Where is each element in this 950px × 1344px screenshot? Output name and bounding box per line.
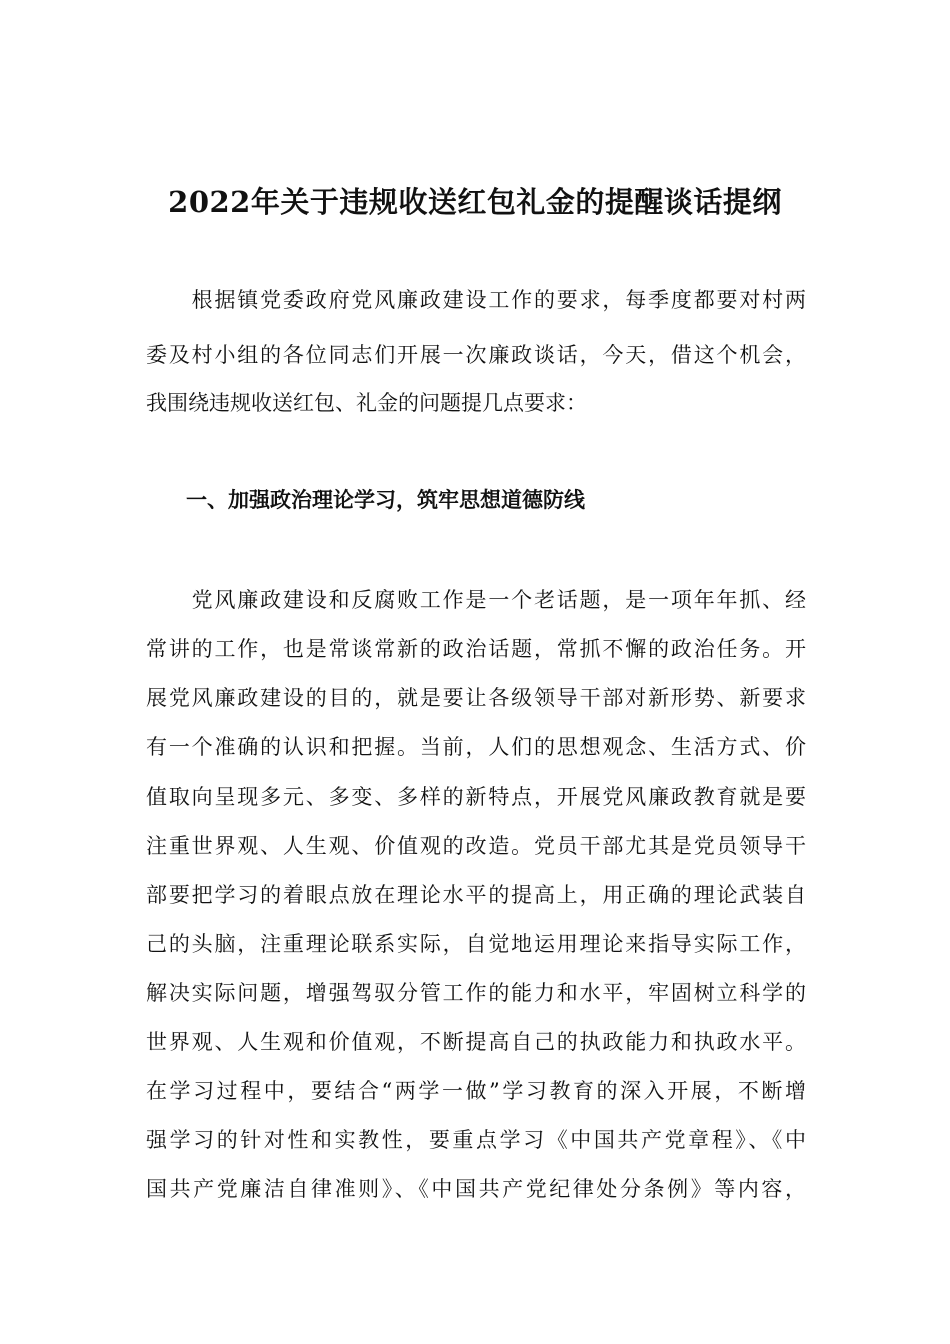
body-line: 世界观、人生观和价值观，不断提高自己的执政能力和执政水平。: [146, 1030, 806, 1054]
body-line: 有一个准确的认识和把握。当前，人们的思想观念、生活方式、价: [146, 735, 806, 759]
body-line: 党风廉政建设和反腐败工作是一个老话题，是一项年年抓、经: [146, 588, 806, 612]
intro-line: 我围绕违规收送红包、礼金的问题提几点要求：: [146, 391, 587, 415]
body-line: 常讲的工作，也是常谈常新的政治话题，常抓不懈的政治任务。开: [146, 637, 806, 661]
body-line: 国共产党廉洁自律准则》、《中国共产党纪律处分条例》等内容，: [146, 1177, 806, 1201]
intro-line: 委及村小组的各位同志们开展一次廉政谈话，今天，借这个机会，: [146, 343, 806, 367]
body-line: 展党风廉政建设的目的，就是要让各级领导干部对新形势、新要求: [146, 686, 806, 710]
intro-line: 根据镇党委政府党风廉政建设工作的要求，每季度都要对村两: [146, 288, 806, 312]
body-line: 在学习过程中，要结合“两学一做”学习教育的深入开展，不断增: [146, 1079, 806, 1103]
body-line: 解决实际问题，增强驾驭分管工作的能力和水平，牢固树立科学的: [146, 981, 806, 1005]
body-line: 值取向呈现多元、多变、多样的新特点，开展党风廉政教育就是要: [146, 785, 806, 809]
body-line: 强学习的针对性和实教性，要重点学习《中国共产党章程》、《中: [146, 1128, 806, 1152]
body-line: 己的头脑，注重理论联系实际，自觉地运用理论来指导实际工作，: [146, 932, 806, 956]
section-heading: 一、加强政治理论学习，筑牢思想道德防线: [186, 487, 585, 512]
document-title: 2022年关于违规收送红包礼金的提醒谈话提纲: [168, 185, 782, 219]
body-line: 注重世界观、人生观、价值观的改造。党员干部尤其是党员领导干: [146, 834, 806, 858]
body-line: 部要把学习的着眼点放在理论水平的提高上，用正确的理论武装自: [146, 883, 806, 907]
